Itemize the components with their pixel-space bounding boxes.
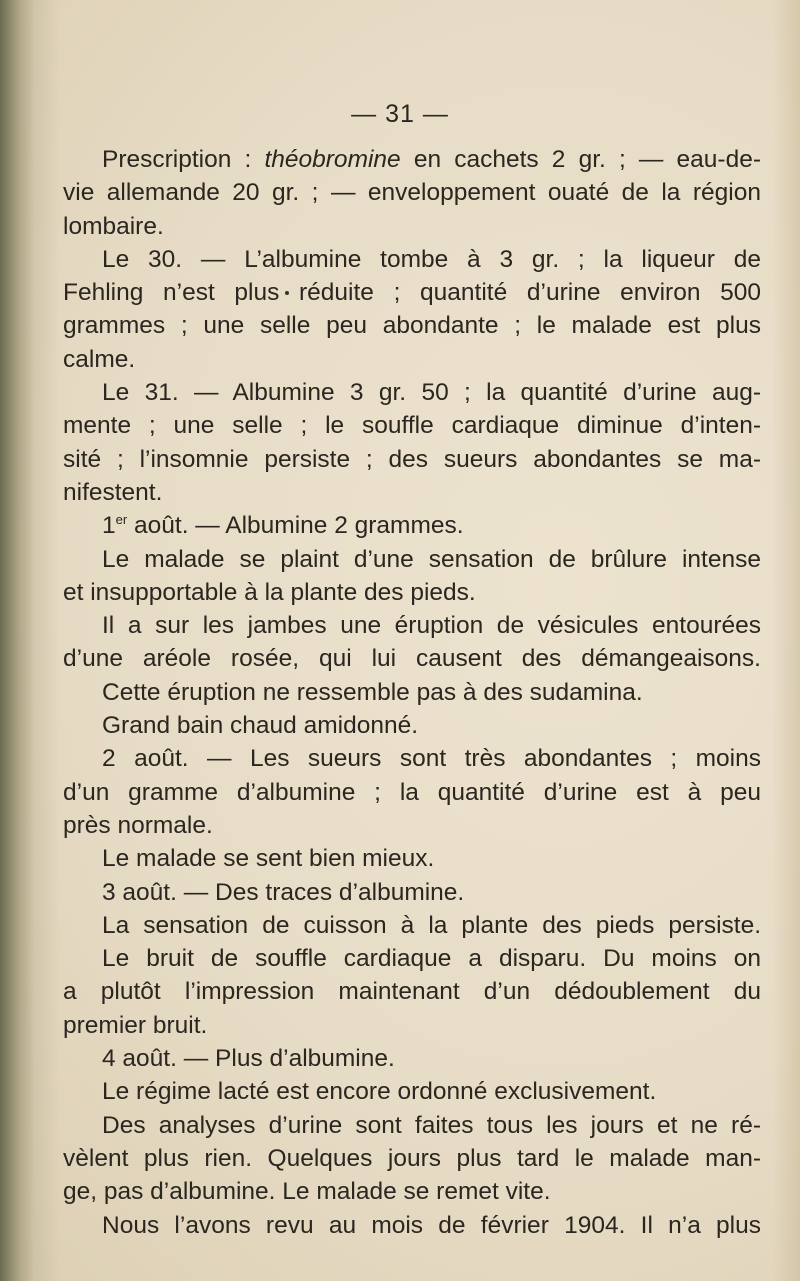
text-line: Le bruit de souffle cardiaque a disparu. Du moins on [102, 945, 761, 973]
text-line: sité ; l’insomnie persiste ; des sueurs abondantes se ma- [63, 445, 761, 473]
text-line: et insupportable à la plante des pieds. [63, 578, 476, 606]
text-line: Le malade se plaint d’une sensation de brûlure intense [102, 545, 761, 573]
text-line: Il a sur les jambes une éruption de vésicules entourées [102, 612, 761, 640]
text-line: calme. [63, 345, 136, 373]
text-line: Grand bain chaud amidonné. [102, 712, 418, 740]
text-line: a plutôt l’impression maintenant d’un dédoublement du [63, 978, 761, 1006]
text-line: 3 août. — Des traces d’albumine. [102, 878, 465, 906]
text-line: premier bruit. [63, 1011, 208, 1039]
text-line: d’une aréole rosée, qui lui causent des démangeaisons. [63, 645, 761, 673]
text-line: La sensation de cuisson à la plante des pieds persiste. [102, 911, 761, 939]
text-line: nifestent. [63, 478, 163, 506]
text-line: Le régime lacté est encore ordonné exclusivement. [102, 1078, 657, 1106]
text-line: 4 août. — Plus d’albumine. [102, 1045, 395, 1073]
text-line: 2 août. — Les sueurs sont très abondantes ; moins [102, 745, 761, 773]
text-line: Des analyses d’urine sont faites tous les jours et ne ré- [102, 1111, 761, 1139]
text-line: Le 30. — L’albumine tombe à 3 gr. ; la liqueur de [102, 245, 761, 273]
page-number: — 31 — [351, 100, 449, 128]
text-line: Le 31. — Albumine 3 gr. 50 ; la quantité d’urine aug- [102, 379, 761, 407]
text-line: mente ; une selle ; le souffle cardiaque diminue d’inten- [63, 412, 761, 440]
text-line: ge, pas d’albumine. Le malade se remet vite. [63, 1178, 551, 1206]
text-line: grammes ; une selle peu abondante ; le malade est plus [63, 312, 761, 340]
text-line: Cette éruption ne ressemble pas à des sudamina. [102, 678, 643, 706]
text-line: vèlent plus rien. Quelques jours plus tard le malade man- [63, 1144, 761, 1172]
text-line: d’un gramme d’albumine ; la quantité d’urine est à peu [63, 778, 761, 806]
text-line: Prescription : théobromine en cachets 2 gr. ; — eau-de- [102, 146, 762, 173]
text-line: vie allemande 20 gr. ; — enveloppement ouaté de la région [63, 179, 761, 207]
text-line: Nous l’avons revu au mois de février 1904. Il n’a plus [102, 1211, 761, 1239]
gutter-shadow [20, 0, 60, 1281]
text-line: près normale. [63, 811, 213, 839]
text-line: Fehling n’est plus réduite ; quantité d’urine environ 500 [63, 279, 761, 307]
page-edge [772, 0, 800, 1281]
text-line: 1er août. — Albumine 2 grammes. [102, 512, 464, 540]
body-text [63, 143, 761, 1242]
text-line: lombaire. [63, 212, 164, 240]
text-line: Le malade se sent bien mieux. [102, 845, 435, 873]
